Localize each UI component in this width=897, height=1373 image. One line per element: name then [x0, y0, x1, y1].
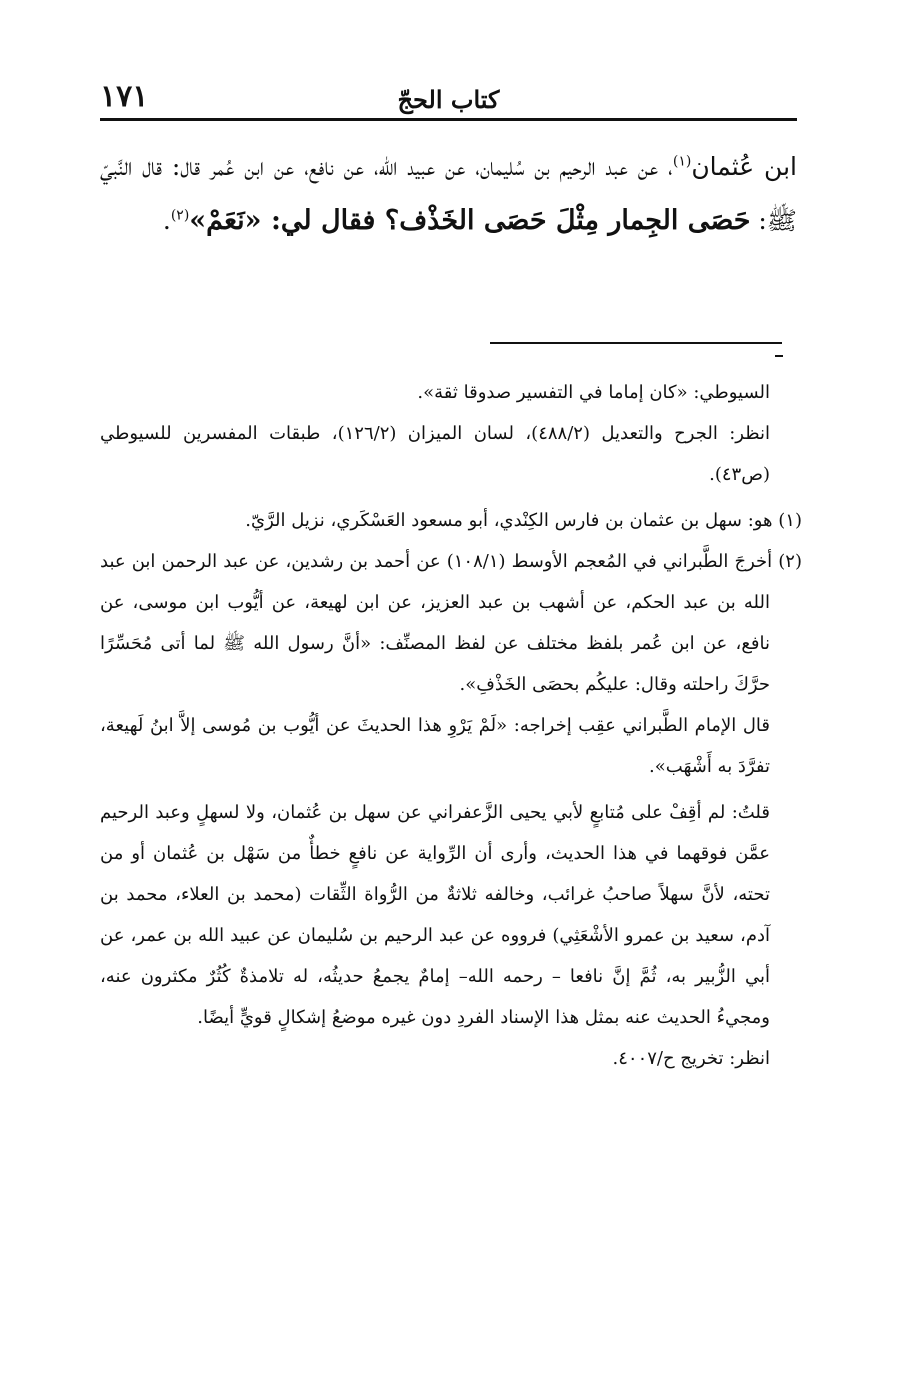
main-text-part1: ابن عُثمان: [691, 152, 797, 181]
continuation-mark: [775, 355, 783, 357]
footnote-2-paragraph-3: قلتُ: لم أقِفْ على مُتابعٍ لأبي يحيى الزَّعفراني عن سهل بن عُثمان، ولا لسهلٍ وعبد الرحيم عمَّن فوقهما في هذا الحديث، وأرى أن الرِّواية عن نافعٍ خطأٌ من سَهْل بن عُثمان أو من تحته، لأنَّ سهلاً صاحبُ غرائب، وخالفه ثلاثةٌ من الرُّواة الثِّقات (محمد بن العلاء، محمد بن آدم، سعيد بن عمرو الأشْعَثِي) فرووه عن عبد الرحيم بن سُليمان عن عبيد الله بن عمر، عن أبي الزُّبير به، ثُمَّ إنَّ نافعا – رحمه الله– إمامٌ يجمعُ حديثُه، له تلامذةٌ كُثُرٌ مكثرون عنه، ومجيءُ الحديث عنه بمثل هذا الإسناد الفردِ دون غيره موضعُ إشكالٍ قويٍّ أيضًا.: [100, 802, 770, 1028]
running-title: كتاب الحجّ: [397, 85, 500, 114]
page-number: ١٧١: [100, 79, 149, 114]
footnote-continuation-2: انظر: الجرح والتعديل (٤٨٨/٢)، لسان الميزان (١٢٦/٢)، طبقات المفسرين للسيوطي (ص٤٣).: [100, 423, 770, 485]
footnotes: [100, 372, 802, 1079]
footnote-2-paragraph-2: قال الإمام الطَّبراني عقِب إخراجه: «لَمْ يَرْوِ هذا الحديثَ عن أيُّوب بن مُوسى إلاَّ ابنُ لَهيعة، تفرَّدَ به أَشْهَب».: [100, 715, 770, 777]
hadith-text: حَصَى الجِمار مِثْلَ حَصَى الخَذْف؟ فقال لي: «نَعَمْ»: [189, 205, 751, 236]
footnote-2: (٢) أخرجَ الطَّبراني في المُعجم الأوسط (١٠٨/١) عن أحمد بن رشدين، عن عبد الرحمن ابن عبد الله بن عبد الحكم، عن أشهب بن عبد العزيز، عن ابن لهيعة، عن أيُّوب ابن موسى، عن نافع، عن ابن عُمر بلفظ مختلف عن لفظ المصنِّف: «أنَّ رسول الله ﷺ لما أتى مُحَسِّرًا حرَّكَ راحلته وقال: عليكُم بحصَى الخَذْفِ».: [100, 551, 802, 695]
footnote-separator: [490, 342, 782, 344]
main-text: [100, 140, 797, 248]
footnote-continuation-1: السيوطي: «كان إماما في التفسير صدوقا ثقة».: [417, 382, 770, 403]
main-text-end: .: [162, 206, 171, 235]
footnote-2-paragraph-4: انظر: تخريج ح/٤٠٠٧.: [612, 1048, 770, 1069]
footnote-ref-1: (١): [672, 153, 692, 170]
main-text-part2: ، عن عبد الرحيم بن سُليمان، عن عبيد الله، عن نافع، عن ابن عُمر قال: قال النَّبيّ ﷺ:: [100, 152, 797, 235]
footnote-ref-2: (٢): [170, 207, 190, 224]
page-header: [100, 78, 797, 121]
footnote-1: (١) هو: سهل بن عثمان بن فارس الكِنْدي، أبو مسعود العَسْكَري، نزيل الرَّيّ.: [245, 510, 802, 531]
